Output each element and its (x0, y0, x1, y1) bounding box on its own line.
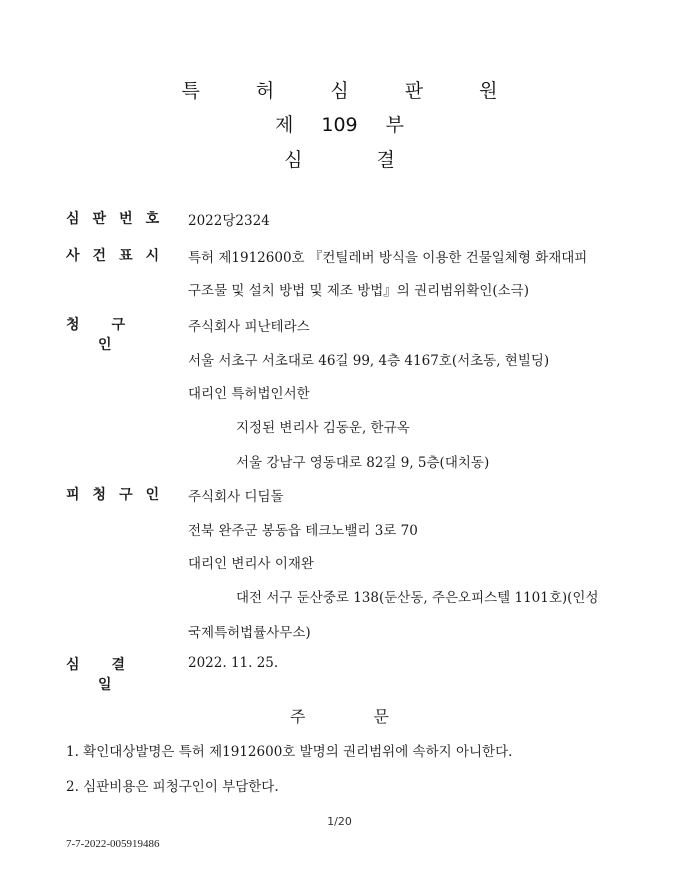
order-item-1: 1. 확인대상발명은 특허 제1912600호 발명의 권리범위에 속하지 아니한다. (66, 744, 513, 760)
decision-date-label: 심 결일 (66, 657, 126, 693)
main-text-title: 주 문 (290, 707, 389, 726)
decision-date-value: 2022. 11. 25. (188, 655, 279, 671)
respondent-address: 전북 완주군 봉동읍 테크노밸리 3로 70 (188, 523, 418, 539)
case-no-label: 심 판 번 호 (66, 211, 160, 227)
respondent-name: 주식회사 디딤돌 (188, 489, 284, 505)
court-char: 판 (404, 80, 424, 102)
petitioner-address: 서울 서초구 서초대로 46길 99, 4층 4167호(서초동, 현빌딩) (188, 353, 550, 369)
order-item-2: 2. 심판비용은 피청구인이 부담한다. (66, 779, 279, 795)
respondent-agent-address-line1: 대전 서구 둔산중로 138(둔산동, 주은오피스텔 1101호)(인성 (236, 590, 599, 606)
court-name (0, 76, 679, 103)
case-no-value: 2022당2324 (188, 213, 270, 229)
petitioner-agent: 대리인 특허법인서한 (188, 386, 310, 402)
division-name (0, 110, 679, 137)
doc-type-char: 심 (284, 149, 303, 171)
document-id: 7-7-2022-005919486 (66, 838, 160, 850)
respondent-agent-address-line2: 국제특허법률사무소) (188, 625, 311, 641)
division-part: 부 (385, 114, 405, 136)
respondent-agent: 대리인 변리사 이재완 (188, 556, 314, 572)
division-part: 제 (274, 114, 294, 136)
doc-type-char: 결 (376, 149, 395, 171)
case-title-line2: 구조물 및 설치 방법 및 제조 방법』의 권리범위확인(소극) (188, 283, 529, 299)
case-title-line1: 특허 제1912600호 『컨틸레버 방식을 이용한 건물일체형 화재대피 (188, 250, 588, 266)
court-char: 특 (181, 80, 200, 102)
case-title-label: 사 건 표 시 (66, 248, 160, 264)
division-part: 109 (321, 114, 358, 136)
petitioner-attorneys: 지정된 변리사 김동운, 한규옥 (236, 420, 410, 436)
court-char: 심 (330, 80, 349, 102)
petitioner-label: 청 구인 (66, 317, 126, 353)
court-char: 허 (255, 80, 275, 102)
respondent-label: 피 청 구 인 (66, 487, 160, 503)
petitioner-agent-address: 서울 강남구 영동대로 82길 9, 5층(대치동) (236, 455, 490, 471)
petitioner-name: 주식회사 피난테라스 (188, 319, 310, 335)
page-number: 1/20 (327, 815, 352, 828)
document-type (0, 145, 679, 172)
court-char: 원 (479, 80, 498, 102)
